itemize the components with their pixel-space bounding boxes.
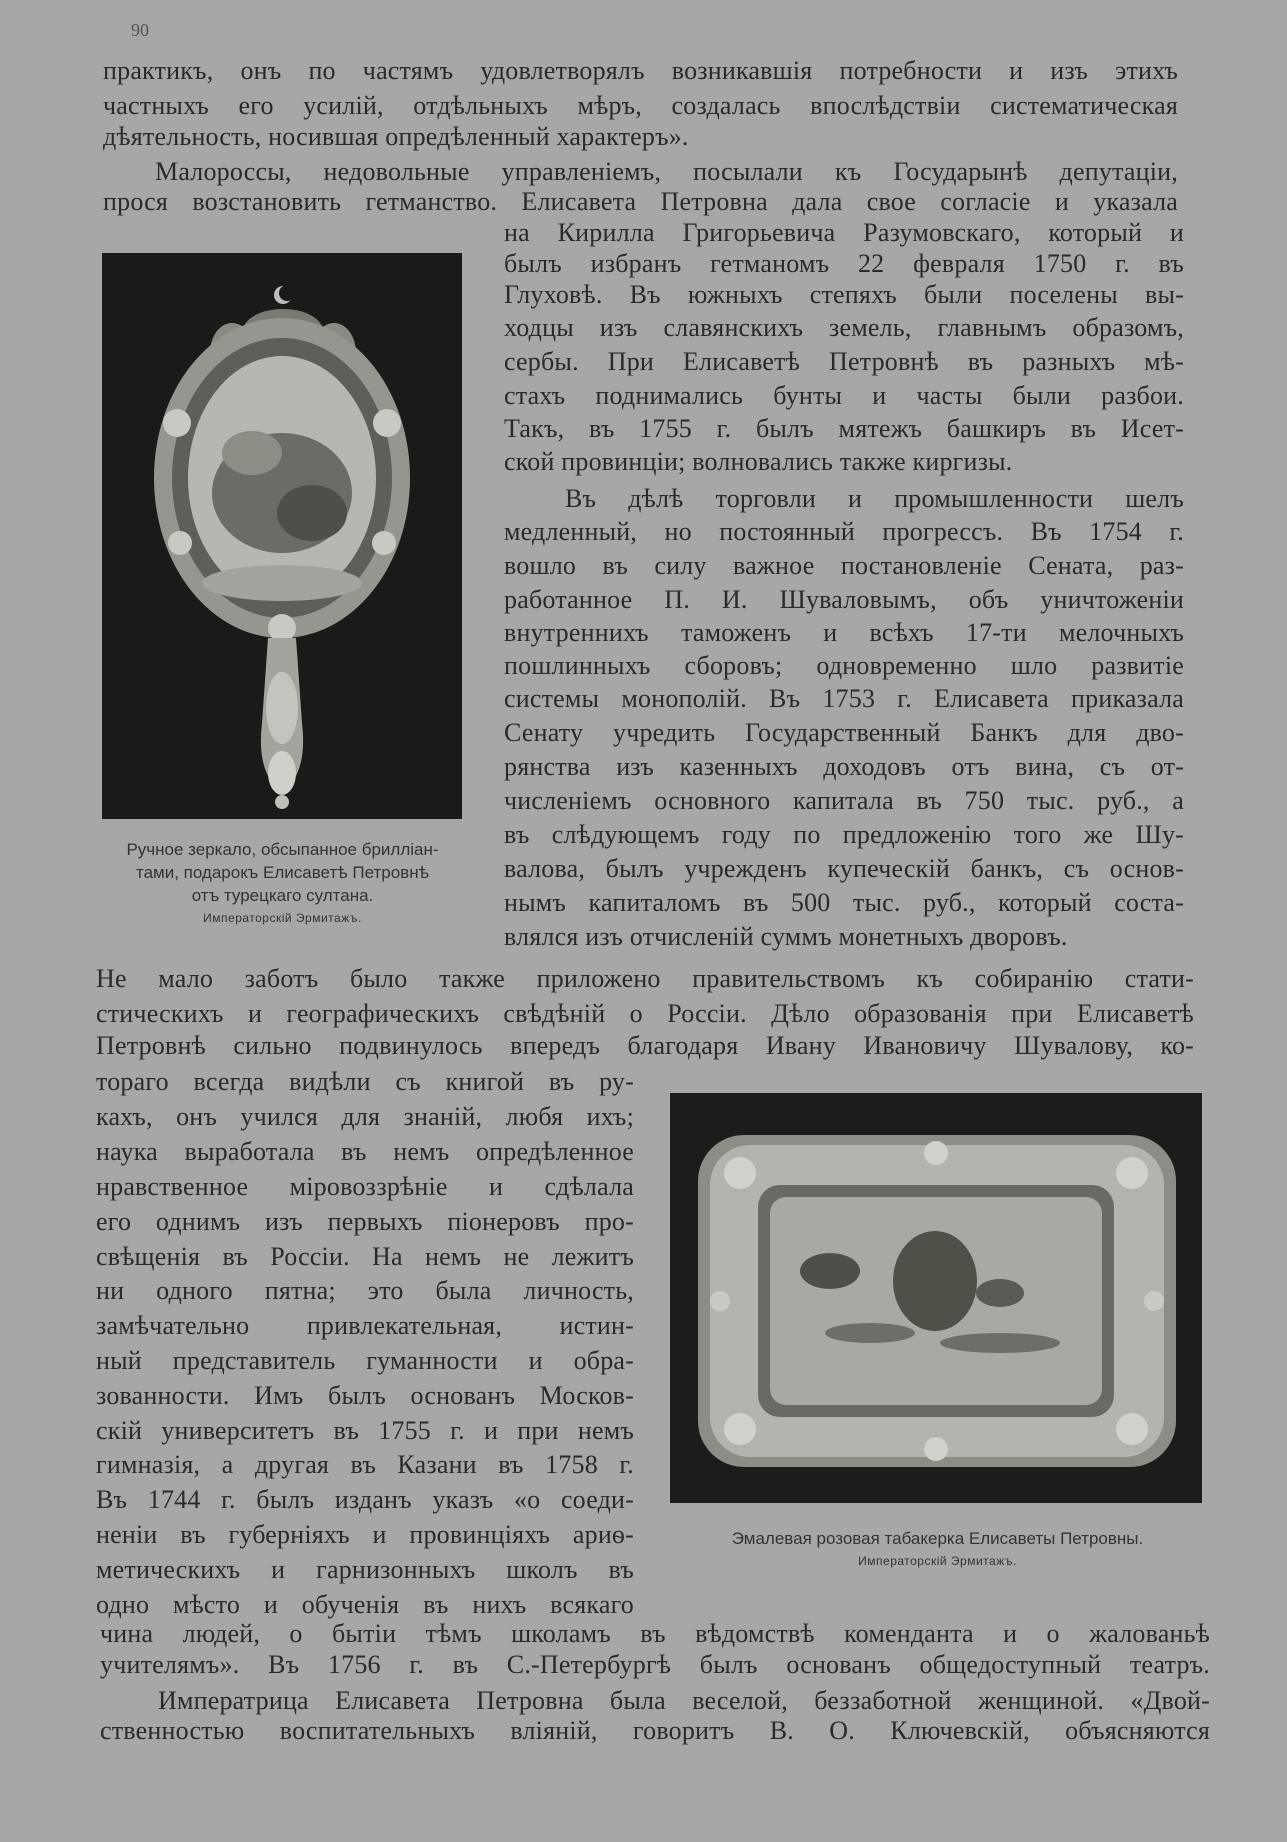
text-line: ни одного пятна; это была личность,	[96, 1276, 634, 1305]
text-line: рянства изъ казенныхъ доходовъ отъ вина, съ от-	[504, 752, 1184, 781]
text-line: метическихъ и гарнизонныхъ школъ въ	[96, 1555, 634, 1584]
mirror-caption	[90, 838, 475, 929]
mirror-caption-source: Императорскій Эрмитажъ.	[203, 911, 362, 925]
text-line: былъ избранъ гетманомъ 22 февраля 1750 г. въ	[504, 249, 1184, 278]
page-number: 90	[131, 20, 149, 40]
text-line: системы монополій. Въ 1753 г. Елисавета приказала	[504, 684, 1184, 713]
text-line: дѣятельность, носившая опредѣленный характеръ».	[103, 122, 689, 151]
mirror-caption-line: отъ турецкаго султана.	[191, 886, 374, 905]
text-line: вошло въ силу важное постановленіе Сената, раз-	[504, 551, 1184, 580]
text-line: Глуховѣ. Въ южныхъ степяхъ были поселены вы-	[504, 280, 1184, 309]
text-line: влялся изъ отчисленій суммъ монетныхъ дворовъ.	[504, 922, 1068, 951]
text-line: Такъ, въ 1755 г. былъ мятежъ башкиръ въ Исет-	[504, 414, 1184, 443]
text-line: скій университетъ въ 1755 г. и при немъ	[96, 1416, 634, 1445]
text-line: учителямъ». Въ 1756 г. въ С.-Петербургѣ былъ основанъ общедоступный театръ.	[100, 1650, 1210, 1679]
snuffbox-caption-line: Эмалевая розовая табакерка Елисаветы Петровны.	[731, 1529, 1144, 1548]
text-line: частныхъ его усилій, отдѣльныхъ мѣръ, создалась впослѣдствіи систематическая	[103, 91, 1178, 120]
text-line: внутреннихъ таможенъ и всѣхъ 17-ти мелочныхъ	[504, 618, 1184, 647]
text-line: нравственное міровоззрѣніе и сдѣлала	[96, 1172, 634, 1201]
text-line: Не мало заботъ было также приложено правительствомъ къ собиранію стати-	[96, 964, 1194, 993]
text-line: Петровнѣ сильно подвинулось впередъ благодаря Ивану Ивановичу Шувалову, ко-	[96, 1031, 1194, 1060]
mirror-caption-line: тами, подарокъ Елисаветѣ Петровнѣ	[135, 863, 430, 882]
text-line: ходцы изъ славянскихъ земель, главнымъ образомъ,	[504, 313, 1184, 342]
text-line: гимназія, а другая въ Казани въ 1758 г.	[96, 1450, 634, 1479]
text-line: ственностью воспитательныхъ вліяній, говоритъ В. О. Ключевскій, объясняются	[100, 1716, 1210, 1745]
text-line: неніи въ губерніяхъ и провинціяхъ ариѳ-	[96, 1520, 634, 1549]
text-line: практикъ, онъ по частямъ удовлетворялъ возникавшія потребности и изъ этихъ	[103, 56, 1178, 85]
text-line: ской провинціи; волновались также киргизы.	[504, 447, 1013, 476]
text-line: численіемъ основного капитала въ 750 тыс. руб., а	[504, 786, 1184, 815]
text-line: Въ 1744 г. былъ изданъ указъ «о соеди-	[96, 1485, 634, 1514]
hand-mirror-image	[102, 253, 462, 819]
text-line: Императрица Елисавета Петровна была веселой, беззаботной женщиной. «Двой-	[158, 1686, 1210, 1715]
snuffbox-photo	[670, 1093, 1202, 1503]
mirror-photo	[102, 253, 462, 819]
text-line: Въ дѣлѣ торговли и промышленности шелъ	[565, 484, 1184, 513]
text-line: пошлинныхъ сборовъ; одновременно шло развитіе	[504, 651, 1184, 680]
text-line: наука выработала въ немъ опредѣленное	[96, 1137, 634, 1166]
text-line: одно мѣсто и обученія въ нихъ всякаго	[96, 1590, 634, 1619]
text-line: зованности. Имъ былъ основанъ Москов-	[96, 1381, 634, 1410]
snuffbox-caption-source: Императорскій Эрмитажъ.	[858, 1554, 1017, 1568]
text-line: въ слѣдующемъ году по предложенію того же Шу-	[504, 820, 1184, 849]
text-line: его однимъ изъ первыхъ піонеровъ про-	[96, 1207, 634, 1236]
text-line: на Кирилла Григорьевича Разумовскаго, который и	[504, 218, 1184, 247]
text-line: прося возстановить гетманство. Елисавета Петровна дала свое согласіе и указала	[103, 187, 1178, 216]
text-line: свѣщенія въ Россіи. На немъ не лежитъ	[96, 1242, 634, 1271]
snuffbox-caption	[665, 1527, 1210, 1572]
text-line: тораго всегда видѣли съ книгой въ ру-	[96, 1067, 634, 1096]
text-line: Малороссы, недовольные управленіемъ, посылали къ Государынѣ депутаціи,	[155, 157, 1178, 186]
text-line: сербы. При Елисаветѣ Петровнѣ въ разныхъ мѣ-	[504, 347, 1184, 376]
text-line: ный представитель гуманности и обра-	[96, 1346, 634, 1375]
mirror-caption-line: Ручное зеркало, обсыпанное брилліан-	[126, 840, 439, 859]
text-line: стахъ поднимались бунты и часты были разбои.	[504, 381, 1184, 410]
text-line: кахъ, онъ учился для знаній, любя ихъ;	[96, 1102, 634, 1131]
text-line: замѣчательно привлекательная, истин-	[96, 1311, 634, 1340]
snuffbox-image	[670, 1093, 1202, 1503]
text-line: стическихъ и географическихъ свѣдѣній о Россіи. Дѣло образованія при Елисаветѣ	[96, 999, 1194, 1028]
text-line: нымъ капиталомъ въ 500 тыс. руб., который соста-	[504, 888, 1184, 917]
text-line: Сенату учредить Государственный Банкъ для дво-	[504, 718, 1184, 747]
text-line: чина людей, о бытіи тѣмъ школамъ въ вѣдомствѣ коменданта и о жалованьѣ	[100, 1619, 1210, 1648]
text-line: валова, былъ учрежденъ купеческій банкъ, съ основ-	[504, 854, 1184, 883]
text-line: работанное П. И. Шуваловымъ, объ уничтоженіи	[504, 585, 1184, 614]
text-line: медленный, но постоянный прогрессъ. Въ 1754 г.	[504, 517, 1184, 546]
